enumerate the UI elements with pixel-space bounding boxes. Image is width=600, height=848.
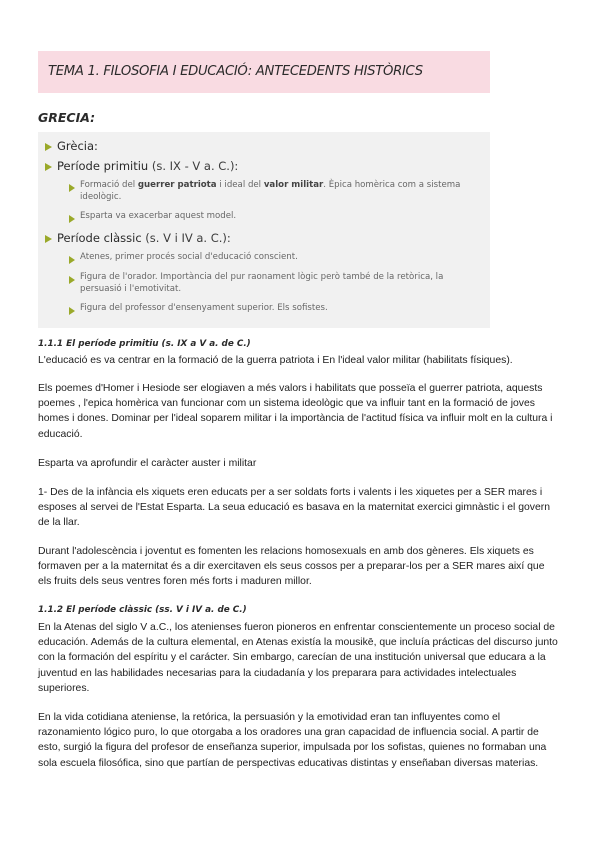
slide-item-periode-primitiu: Període primitiu (s. IX - V a. C.):	[57, 159, 239, 173]
paragraph: En la Atenas del siglo V a.C., los atenienses fueron pioneros en enfrentar conscientemente un proceso social de educación. Además de la cultura elemental, en Atenas existía la mousikē, que incluía prácticas del discurso junto con la formación del espíritu y el carácter. Sin embargo, carecían de una institución universal que educara a la juventud en las habilidades necesarias para la ciudadanía y los preparara para actividades intelectuales superiores.	[38, 622, 558, 694]
paragraph: L'educació es va centrar en la formació de la guerra patriota i En l'ideal valor militar (habilitats físiques).	[38, 355, 513, 366]
slide-item-grecia: Grècia:	[57, 139, 98, 153]
paragraph: 1- Des de la infància els xiquets eren educats per a ser soldats forts i valents i les xiquetes per a SER mares i esposes al servei de l'Estat Esparta. La seua educació es basava en la maternitat exercici gimnàstic i el govern de la llar.	[38, 487, 550, 529]
sub-bullet-arrow-icon	[69, 256, 75, 264]
slide-subitem-professor: Figura del professor d'ensenyament superior. Els sofistes.	[80, 303, 328, 313]
sub-bullet-arrow-icon	[69, 307, 75, 315]
slide-subitem-esparta: Esparta va exacerbar aquest model.	[80, 211, 237, 221]
paragraph: En la vida cotidiana ateniense, la retórica, la persuasión y la emotividad eran tan influyentes como el razonamiento lógico puro, lo que otorgaba a los oradores una gran capacidad de influencia social. A partir de esto, surgió la figura del profesor de enseñanza superior, impulsada por los sofistas, quienes no formaban una sola escuela filosófica, sino que partían de perspectivas educativas distintas y enseñaban diversas materias.	[38, 712, 547, 769]
slide-item-periode-classic: Període clàssic (s. V i IV a. C.):	[57, 231, 231, 245]
embedded-slide	[38, 132, 490, 328]
bullet-arrow-icon	[45, 235, 52, 243]
sub-bullet-arrow-icon	[69, 215, 75, 223]
paragraph: Els poemes d'Homer i Hesiode ser elogiaven a més valors i habilitats que posseïa el guerrer patriota, aquests poemes , l'epica homèrica van funcionar com un sistema ideològic que va influir tant en la formació de joves homes i dones. Dominar per l'ideal soparem militar i la importància de l'actitud física va influir molt en la cultura i educació.	[38, 383, 553, 440]
subsection-title-primitiu: 1.1.1 El període primitiu (s. IX a V a. de C.)	[38, 339, 251, 349]
bullet-arrow-icon	[45, 143, 52, 151]
paragraph: Esparta va aprofundir el caràcter auster i militar	[38, 458, 257, 469]
bullet-arrow-icon	[45, 163, 52, 171]
sub-bullet-arrow-icon	[69, 184, 75, 192]
slide-subitem-orador: Figura de l'orador. Importància del pur raonament lògic però també de la retòrica, la persuasió i l'emotivitat.	[80, 272, 444, 294]
paragraph: Durant l'adolescència i joventut es fomenten les relacions homosexuals en amb dos gèneres. Els xiquets es formaven per a la maternitat és a dir exercitaven els seus cossos per a preparar-los per a SER mares així que els fruits dels seus ventres foren més forts i maduren millor.	[38, 546, 545, 588]
title-banner	[38, 51, 490, 93]
section-heading: GRECIA:	[38, 110, 96, 125]
sub-bullet-arrow-icon	[69, 276, 75, 284]
slide-subitem-guerrer: Formació del guerrer patriota i ideal del valor militar. Èpica homèrica com a sistema ideològic.	[80, 180, 461, 202]
subsection-title-classic: 1.1.2 El període clàssic (ss. V i IV a. de C.)	[38, 605, 247, 615]
page-title: TEMA 1. FILOSOFIA I EDUCACIÓ: ANTECEDENTS HISTÒRICS	[48, 64, 423, 79]
slide-subitem-atenes: Atenes, primer procés social d'educació conscient.	[80, 252, 298, 262]
